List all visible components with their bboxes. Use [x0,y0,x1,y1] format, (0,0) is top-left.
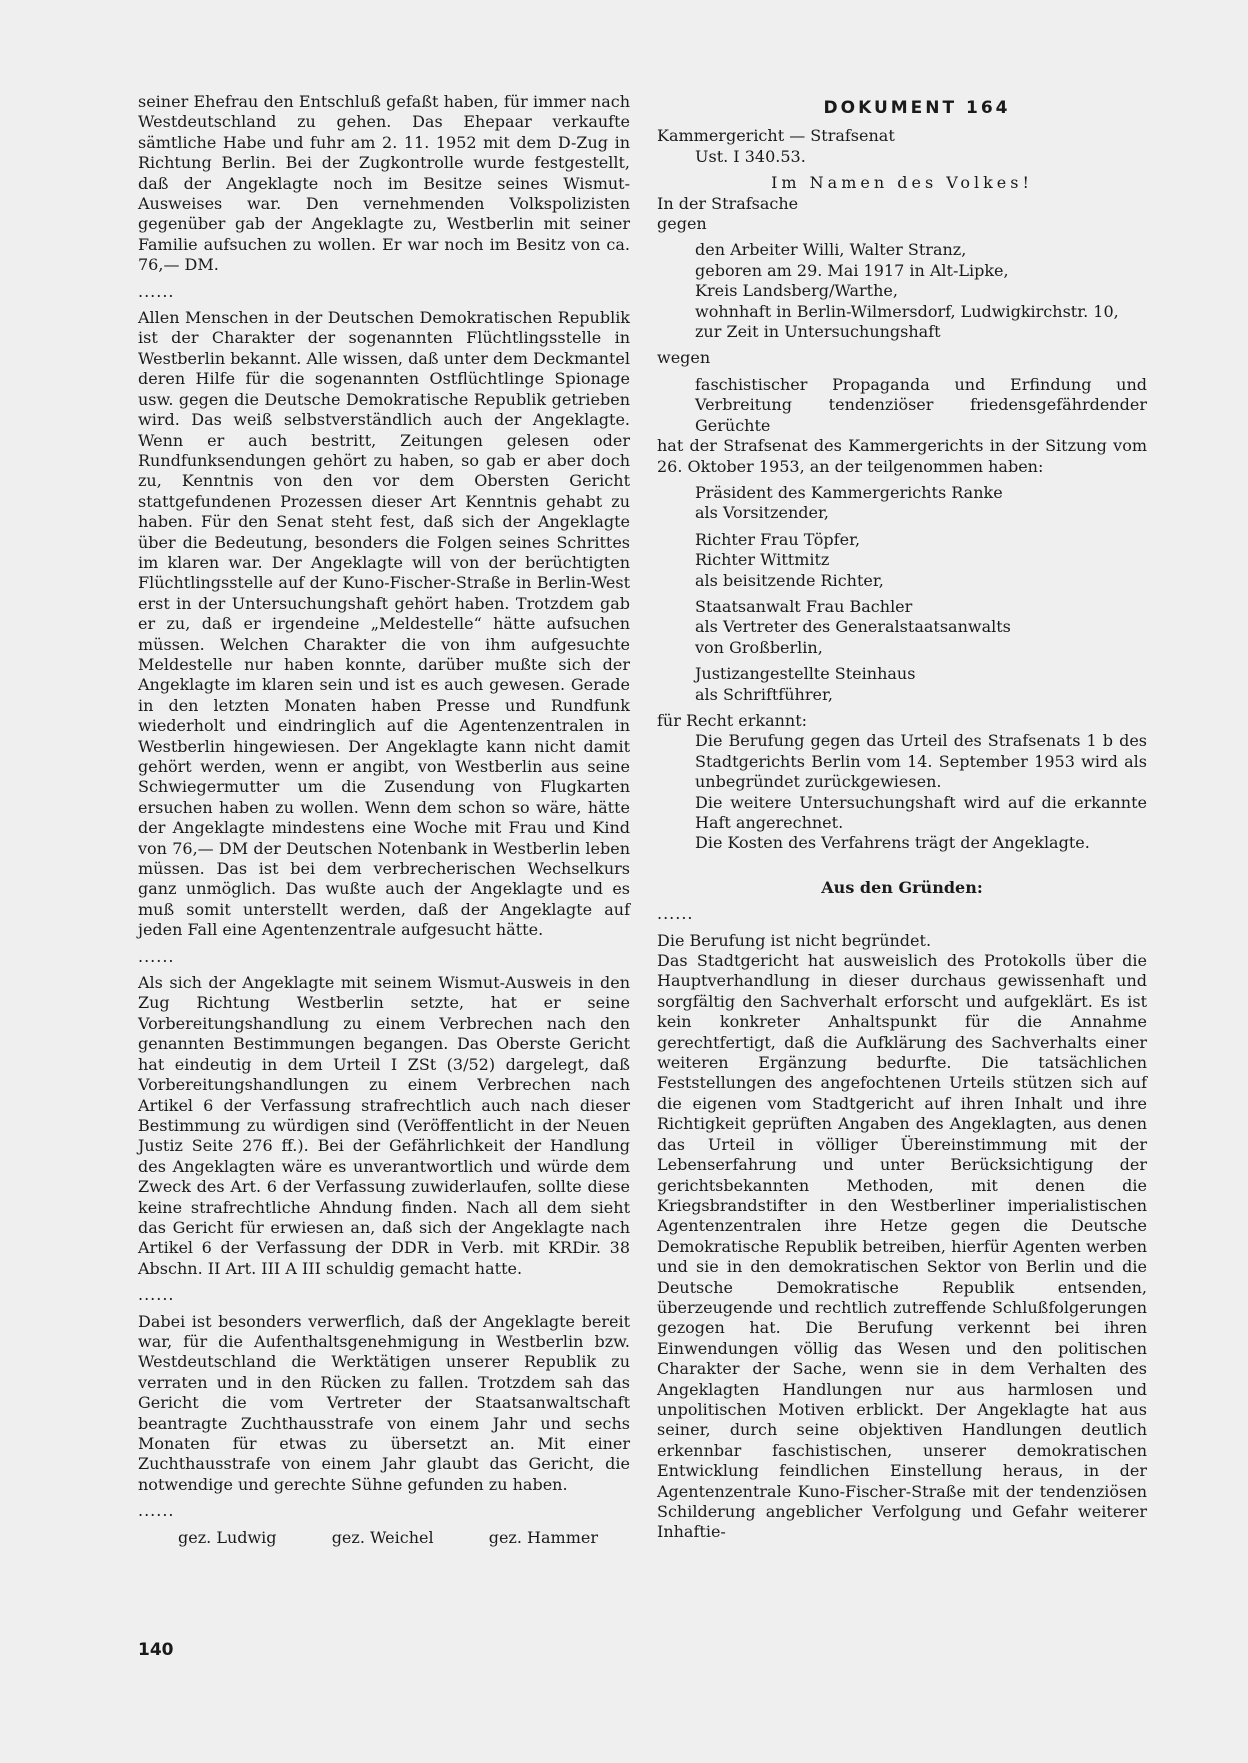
ellipsis-divider: ...... [138,1285,175,1305]
paragraph: Das Stadtgericht hat ausweislich des Protokolls über die Hauptverhandlung in dieser durchaus gewissenhaft und sorgfältig den Sachverhalt erforscht und aufgeklärt. Es ist kein konkreter Anhaltspunkt für die Annahme gerechtfertigt, daß die Aufklärung des Sachverhalts einer weiteren Ergänzung bedurfte. Die tatsächlichen Feststellungen des angefochtenen Urteils stützen sich auf die eigenen vom Stadtgericht auf ihren Inhalt und ihre Richtigkeit geprüften Angaben des Angeklagten, aus denen das Urteil in völliger Übereinstimmung mit der Lebenserfahrung und unter Berücksichtigung der gerichtsbekannten Methoden, mit denen die Kriegsbrandstifter in den Westberliner imperialistischen Agentenzentralen ihre Hetze gegen die Deutsche Demokratische Republik betreiben, hierfür Agenten werben und sie in den demokratischen Sektor von Berlin und die Deutsche Demokratische Republik entsenden, überzeugende und rechtlich zutreffende Schlußfolgerungen gezogen hat. Die Berufung verkennt bei ihren Einwendungen völlig das Wesen und den politischen Charakter der Sache, wenn sie in dem Verhalten des Angeklagten Handlungen nur aus harmlosen und unpolitischen Motiven erblickt. Der Angeklagte hat aus seiner, durch seine objektiven Handlungen deutlich erkennbar faschistischen, unserer demokratischen Entwicklung feindlichen Einstellung heraus, in der Agentenzentrale Kuno-Fischer-Straße mit der tendenziösen Schilderung angeblicher Verfolgung und Gefahr weiterer Inhaftie- [657,951,1147,1542]
reasons-heading: Aus den Gründen: [821,877,983,897]
charge: faschistischer Propaganda und Erfindung und Verbreitung tendenziöser friedensgefährdender Gerüchte [695,374,1147,435]
paragraph: Als sich der Angeklagte mit seinem Wismut-Ausweis in den Zug Richtung Westberlin setzte, hat er seine Vorbereitungshandlung zu einem Verbrechen nach den genannten Bestimmungen begangen. Das Oberste Gericht hat eindeutig in dem Urteil I ZSt (3/52) dargelegt, daß Vorbereitungshandlungen zu einem Verbrechen nach Artikel 6 der Verfassung strafrechtlich auch nach dieser Bestimmung zu würdigen sind (Veröffentlicht in der Neuen Justiz Seite 276 ff.). Bei der Gefährlichkeit der Handlung des Angeklagten wäre es unverantwortlich und würde dem Zweck des Art. 6 der Verfassung zuwiderlaufen, sollte diese keine strafrechtliche Ahndung finden. Nach all dem sieht das Gericht für erwiesen an, daß sich der Angeklagte nach Artikel 6 der Verfassung der DDR in Verb. mit KRDir. 38 Abschn. II Art. III A III schuldig gemacht hatte. [138,973,630,1278]
verdict-heading: Im Namen des Volkes! [771,173,1033,193]
line: In der Strafsache [657,193,799,213]
paragraph: Die Berufung ist nicht begründet. [657,930,932,950]
paragraph: seiner Ehefrau den Entschluß gefaßt haben, für immer nach Westdeutschland zu gehen. Das Ehepaar verkaufte sämtliche Habe und fuhr am 2. 11. 1952 mit dem D-Zug in Richtung Berlin. Bei der Zugkontrolle wurde festgestellt, daß der Angeklagte noch im Besitze seines Wismut-Ausweises war. Den vernehmenden Volkspolizisten gegenüber gab der Angeklagte zu, Westberlin mit seiner Familie aufsuchen zu wollen. Er war noch im Besitz von ca. 76,— DM. [138,92,630,275]
signature-weichel: gez. Weichel [331,1527,434,1547]
participant-line: Präsident des Kammergerichts Ranke [695,482,1003,502]
defendant-line: den Arbeiter Willi, Walter Stranz, [695,240,967,260]
session-statement: hat der Strafsenat des Kammergerichts in der Sitzung vom 26. Oktober 1953, an der teilgenommen haben: [657,436,1147,476]
defendant-line: geboren am 29. Mai 1917 in Alt-Lipke, [695,260,1009,280]
signatures [138,1528,630,1548]
judgment [657,731,1147,853]
signature-ludwig: gez. Ludwig [178,1527,277,1547]
court-name: Kammergericht — Strafsenat [657,126,895,146]
signature-hammer: gez. Hammer [488,1527,598,1547]
ellipsis-divider: ...... [138,946,175,966]
participant-line: von Großberlin, [695,637,823,657]
right-column [657,92,1147,1543]
participants [657,483,1147,705]
participant-line: Richter Frau Töpfer, [695,529,861,549]
paragraph: Allen Menschen in der Deutschen Demokratischen Republik ist der Charakter der sogenannten Flüchtlingsstelle in Westberlin bekannt. Alle wissen, daß unter dem Deckmantel deren Hilfe für die sogenannten Ostflüchtlinge Spionage usw. gegen die Deutsche Demokratische Republik getrieben wird. Das weiß selbstverständlich auch der Angeklagte. Wenn er auch bestritt, Zeitungen gelesen oder Rundfunksendungen gehört zu haben, so gab er aber doch zu, Kenntnis von den vor dem Obersten Gericht stattgefundenen Prozessen dieser Art Kenntnis gehabt zu haben. Für den Senat steht fest, daß sich der Angeklagte über die Bedeutung, besonders die Folgen seines Schrittes im klaren war. Der Angeklagte will von der berüchtigten Flüchtlingsstelle auf der Kuno-Fischer-Straße in Berlin-West erst in der Untersuchungshaft gehört haben. Trotzdem gab er zu, daß er irgendeine „Meldestelle“ hätte aufsuchen müssen. Welchen Charakter die von ihm aufgesuchte Meldestelle nur haben konnte, darüber mußte sich der Angeklagte im klaren sein und ist es auch gewesen. Gerade in den letzten Monaten haben Presse und Rundfunk wiederholt und eindringlich auf die Agentenzentralen in Westberlin hingewiesen. Der Angeklagte kann nicht damit gehört werden, wenn er angibt, von Westberlin aus seine Schwiegermutter um die Zusendung von Flugkarten ersuchen haben zu wollen. Wenn dem schon so wäre, hätte der Angeklagte mindestens eine Woche mit Frau und Kind von 76,— DM der Deutschen Notenbank in Westberlin leben müssen. Das ist bei dem verbrecherischen Wechselkurs ganz unmöglich. Das wußte auch der Angeklagte und es muß somit unterstellt werden, daß der Angeklagte auf jeden Fall eine Agentenzentrale aufgesucht hätte. [138,308,630,940]
judgment-item: Die weitere Untersuchungshaft wird auf die erkannte Haft angerechnet. [695,792,1147,832]
participant-line: Staatsanwalt Frau Bachler [695,596,913,616]
ellipsis-divider: ...... [138,281,175,301]
defendant-line: Kreis Landsberg/Warthe, [695,281,898,301]
judgment-item: Die Kosten des Verfahrens trägt der Angeklagte. [695,833,1090,853]
participant-line: als Schriftführer, [695,684,833,704]
judgment-heading: für Recht erkannt: [657,710,808,730]
participant-line: als Vorsitzender, [695,503,829,523]
participant-line: Richter Wittmitz [695,550,830,570]
participant-line: als Vertreter des Generalstaatsanwalts [695,617,1011,637]
defendant-line: zur Zeit in Untersuchungshaft [695,322,941,342]
page-number: 140 [138,1640,174,1660]
left-column [138,92,630,1548]
line: gegen [657,214,707,234]
judgment-item: Die Berufung gegen das Urteil des Strafsenats 1 b des Stadtgerichts Berlin vom 14. September 1953 wird als unbegründet zurückgewiesen. [695,731,1147,792]
case-reference: Ust. I 340.53. [695,146,806,166]
paragraph: Dabei ist besonders verwerflich, daß der Angeklagte bereit war, für die Aufenthaltsgenehmigung in Westberlin bzw. Westdeutschland die Werktätigen unserer Republik zu verraten und in den Rücken zu fallen. Trotzdem sah das Gericht die vom Vertreter der Staatsanwaltschaft beantragte Zuchthausstrafe von einem Jahr und sechs Monaten für etwas zu übersetzt an. Mit einer Zuchthausstrafe von einem Jahr glaubt das Gericht, die notwendige und gerechte Sühne gefunden zu haben. [138,1311,630,1494]
defendant-block [657,240,1147,342]
participant-line: Justizangestellte Steinhaus [695,664,916,684]
line: wegen [657,348,711,368]
ellipsis-divider: ...... [138,1501,175,1521]
document-title: DOKUMENT 164 [823,98,1011,118]
participant-line: als beisitzende Richter, [695,570,884,590]
ellipsis-divider: ...... [657,904,694,924]
defendant-line: wohnhaft in Berlin-Wilmersdorf, Ludwigkirchstr. 10, [695,301,1119,321]
